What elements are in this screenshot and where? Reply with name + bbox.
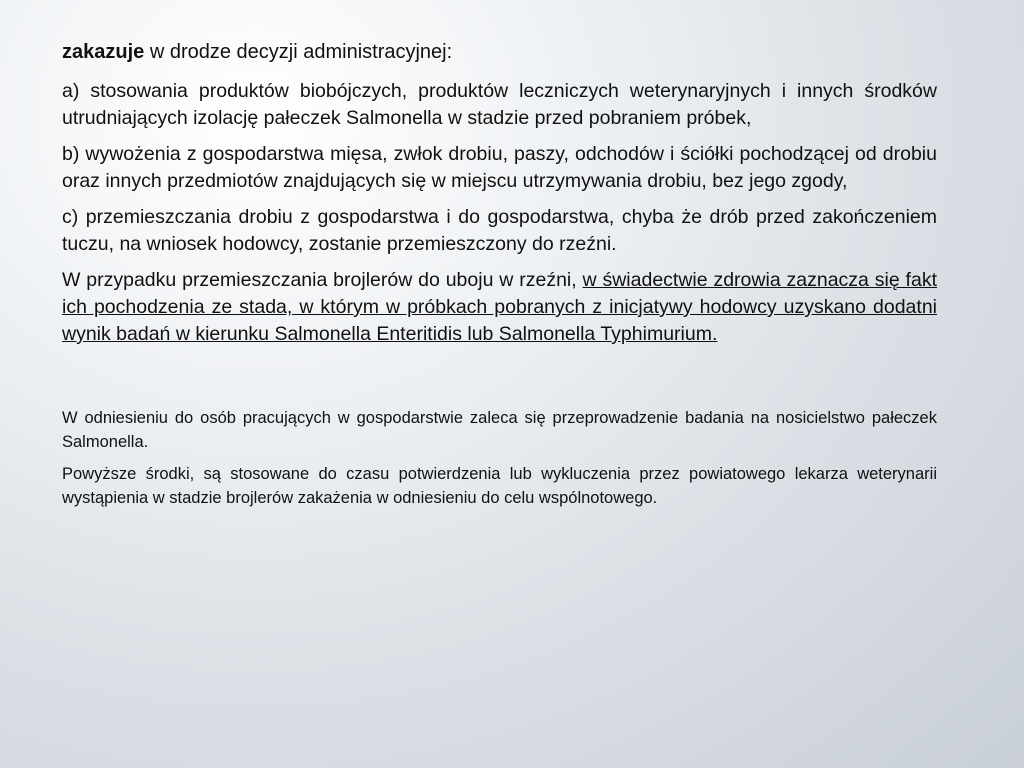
slide-content: [62, 38, 937, 518]
heading-rest: w drodze decyzji administracyjnej:: [144, 41, 453, 63]
item-b: b) wywożenia z gospodarstwa mięsa, zwłok drobiu, paszy, odchodów i ściółki pochodzącej od drobiu oraz innych przedmiotów znajdujących się w miejscu utrzymywania drobiu, bez jego zgody,: [62, 143, 937, 192]
broiler-underlined: w świadectwie zdrowia zaznacza się fakt ich pochodzenia ze stada, w którym w próbkach pobranych z inicjatywy hodowcy uzyskano dodatni wynik badań w kierunku Salmonella Enteritidis lub Salmonella Typhimurium.: [62, 269, 937, 345]
item-c: c) przemieszczania drobiu z gospodarstwa i do gospodarstwa, chyba że drób przed zakończeniem tuczu, na wniosek hodowcy, zostanie przemieszczony do rzeźni.: [62, 206, 937, 255]
heading-bold: zakazuje: [62, 41, 145, 63]
workers-paragraph: W odniesieniu do osób pracujących w gospodarstwie zaleca się przeprowadzenie badania na nosicielstwo pałeczek Salmonella.: [62, 409, 937, 451]
broiler-paragraph: [62, 267, 937, 348]
measures-paragraph: Powyższe środki, są stosowane do czasu potwierdzenia lub wykluczenia przez powiatowego lekarza weterynarii wystąpienia w stadzie brojlerów zakażenia w odniesieniu do celu wspólnotowego.: [62, 465, 937, 507]
heading: [62, 38, 937, 66]
spacer: [62, 357, 937, 406]
item-a: a) stosowania produktów biobójczych, produktów leczniczych weterynaryjnych i innych środków utrudniających izolację pałeczek Salmonella w stadzie przed pobraniem próbek,: [62, 80, 937, 129]
broiler-plain: W przypadku przemieszczania brojlerów do uboju w rzeźni,: [62, 269, 583, 291]
